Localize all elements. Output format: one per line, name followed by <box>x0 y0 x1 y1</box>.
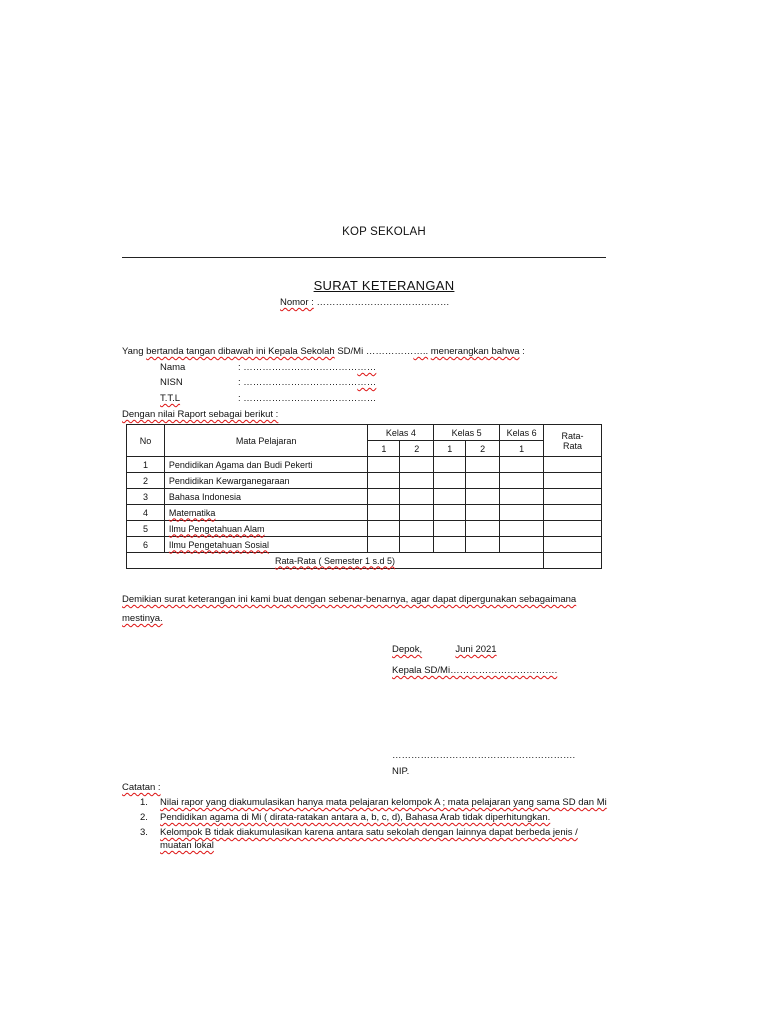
field-tail: …… <box>357 362 377 373</box>
grade-cell <box>368 521 400 537</box>
field-label: NISN <box>160 377 183 388</box>
header-rata-rata <box>544 425 602 457</box>
note-text: Pendidikan agama di Mi ( dirata-ratakan antara a, b, c, d), Bahasa Arab tidak diperhitungkan. <box>160 812 551 823</box>
subject-name <box>164 521 368 537</box>
average-cell <box>544 457 602 473</box>
intro-text-c: SD/Mi …………… <box>334 346 414 357</box>
grade-cell <box>466 537 500 553</box>
field-ttl <box>160 393 376 404</box>
nomor-value: …………………………………… <box>316 297 450 308</box>
intro-text-a: Yang <box>122 346 147 357</box>
grade-cell <box>466 457 500 473</box>
row-number: 1 <box>127 457 165 473</box>
subject-name <box>164 457 368 473</box>
grade-cell <box>400 521 434 537</box>
document-title: SURAT KETERANGAN <box>313 278 455 293</box>
average-cell <box>544 489 602 505</box>
grade-cell <box>500 537 544 553</box>
note-text: Kelompok B tidak diakumulasikan karena antara satu sekolah dengan lainnya dapat berbeda jenis / muatan lokal <box>160 827 578 851</box>
grade-cell <box>466 505 500 521</box>
grade-cell <box>400 505 434 521</box>
header-rata-line2: Rata <box>563 440 583 451</box>
table-row <box>127 537 602 553</box>
table-row <box>127 473 602 489</box>
intro-text-d: ….. <box>413 346 429 357</box>
place-date <box>392 644 497 655</box>
row-number: 4 <box>127 505 165 521</box>
date-text: Juni 2021 <box>455 644 497 655</box>
grade-cell <box>368 505 400 521</box>
note-number: 1. <box>140 797 148 808</box>
footer-average-cell <box>544 553 602 569</box>
semester-cell: 1 <box>434 441 466 457</box>
grade-cell <box>400 489 434 505</box>
note-text: Nilai rapor yang diakumulasikan hanya mata pelajaran kelompok A ; mata pelajaran yang sama SD dan Mi <box>160 797 607 808</box>
semester-cell: 2 <box>466 441 500 457</box>
dengan-nilai-text: Dengan nilai Raport sebagai berikut : <box>122 409 279 420</box>
signature-line: …………………………………………………. <box>392 750 576 761</box>
nomor-line <box>280 297 449 308</box>
intro-text-f: menerangkan bahwa <box>430 346 520 357</box>
table-footer-row <box>127 553 602 569</box>
nip-label: NIP. <box>392 766 410 777</box>
subject-name <box>164 537 368 553</box>
subject-name <box>164 489 368 505</box>
semester-cell: 1 <box>368 441 400 457</box>
grade-cell <box>500 505 544 521</box>
closing-paragraph: Demikian surat keterangan ini kami buat dengan sebenar-benarnya, agar dapat dipergunakan sebagaimana mestinya. <box>122 594 577 624</box>
header-rata-line1: Rata- <box>561 430 584 441</box>
header-mapel: Mata Pelajaran <box>164 425 368 457</box>
row-number: 2 <box>127 473 165 489</box>
semester-cell: 2 <box>400 441 434 457</box>
average-cell <box>544 537 602 553</box>
grades-table <box>126 424 602 569</box>
notes-title: Catatan : <box>122 782 161 793</box>
row-number: 3 <box>127 489 165 505</box>
grade-cell <box>500 521 544 537</box>
average-cell <box>544 473 602 489</box>
grade-cell <box>400 457 434 473</box>
field-nisn <box>160 377 376 388</box>
grade-cell <box>434 521 466 537</box>
grade-cell <box>434 537 466 553</box>
table-row <box>127 489 602 505</box>
grade-cell <box>400 537 434 553</box>
row-number: 6 <box>127 537 165 553</box>
grade-cell <box>466 473 500 489</box>
list-item <box>140 826 610 852</box>
intro-text-g: : <box>519 346 525 357</box>
semester-cell: 1 <box>500 441 544 457</box>
grade-cell <box>368 457 400 473</box>
grade-cell <box>434 505 466 521</box>
grade-cell <box>368 473 400 489</box>
header-divider <box>122 257 606 258</box>
note-number: 3. <box>140 827 148 838</box>
grade-cell <box>368 489 400 505</box>
row-number: 5 <box>127 521 165 537</box>
header-kelas-5: Kelas 5 <box>434 425 500 441</box>
subject-text: Ilmu Pengetahuan Alam <box>168 523 265 534</box>
subject-text: Pendidikan Agama dan Budi Pekerti <box>168 459 313 470</box>
subject-name <box>164 505 368 521</box>
table-row <box>127 457 602 473</box>
kepala-line <box>392 665 557 676</box>
footer-text: Rata-Rata ( Semester 1 s.d 5) <box>275 555 396 566</box>
kop-sekolah: KOP SEKOLAH <box>342 226 426 238</box>
kepala-text: Kepala SD/Mi……………………………. <box>392 665 558 676</box>
grade-cell <box>368 537 400 553</box>
field-tail: …… <box>357 377 377 388</box>
grade-cell <box>466 521 500 537</box>
list-item <box>140 811 610 824</box>
grade-cell <box>500 473 544 489</box>
grade-cell <box>434 457 466 473</box>
grade-cell <box>400 473 434 489</box>
field-value: : …………………………………… <box>238 393 377 404</box>
grade-cell <box>500 489 544 505</box>
header-kelas-6: Kelas 6 <box>500 425 544 441</box>
subject-text: Pendidikan Kewarganegaraan <box>168 475 290 486</box>
grade-cell <box>500 457 544 473</box>
field-value: : ……………………………… <box>238 377 358 388</box>
place-text: Depok, <box>392 644 423 655</box>
note-number: 2. <box>140 812 148 823</box>
header-no: No <box>127 425 165 457</box>
grade-cell <box>434 473 466 489</box>
notes-list <box>140 796 610 854</box>
table-row <box>127 521 602 537</box>
intro-text-b: bertanda tangan dibawah ini Kepala Sekolah <box>146 346 335 357</box>
footer-label <box>127 553 544 569</box>
list-item <box>140 796 610 809</box>
field-value: : ……………………………… <box>238 362 358 373</box>
subject-text: Ilmu Pengetahuan Sosial <box>168 539 269 550</box>
header-kelas-4: Kelas 4 <box>368 425 434 441</box>
subject-name <box>164 473 368 489</box>
subject-text: Matematika <box>168 507 216 518</box>
grade-cell <box>466 489 500 505</box>
grade-cell <box>434 489 466 505</box>
field-label: T.T.L <box>160 393 181 404</box>
average-cell <box>544 505 602 521</box>
intro-paragraph <box>122 346 525 357</box>
table-row <box>127 505 602 521</box>
nomor-label: Nomor : <box>280 297 314 308</box>
field-label: Nama <box>160 362 186 373</box>
subject-text: Bahasa Indonesia <box>168 491 241 502</box>
field-nama <box>160 362 376 373</box>
average-cell <box>544 521 602 537</box>
